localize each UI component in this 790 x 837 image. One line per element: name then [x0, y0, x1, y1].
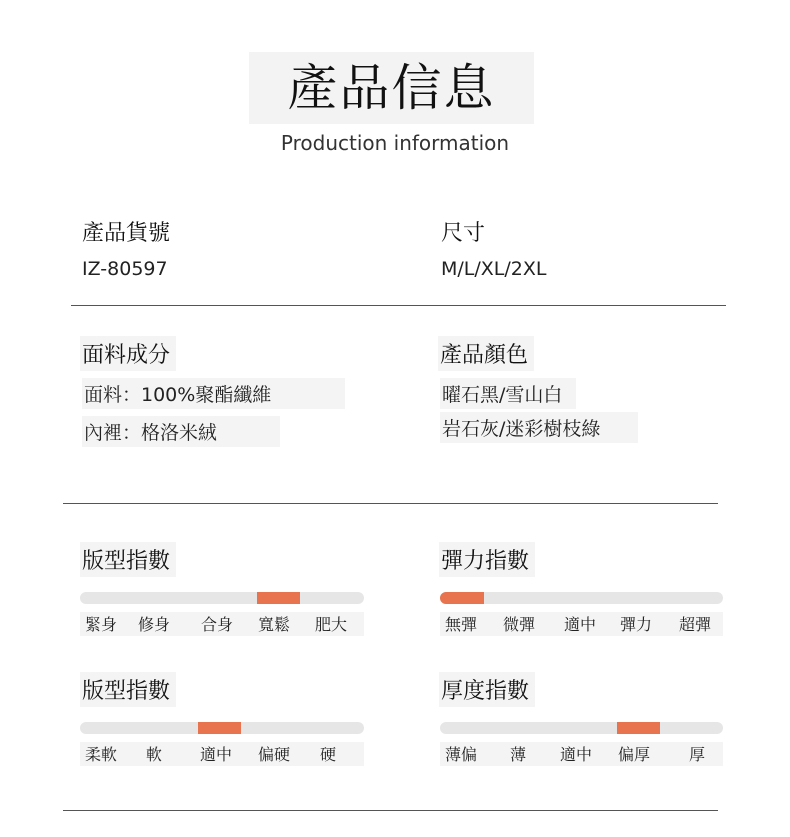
- scale-label: 適中: [200, 745, 233, 764]
- page-subtitle: Production information: [280, 131, 510, 155]
- scale-label: 微彈: [503, 615, 536, 634]
- softness-index-marker: [198, 722, 241, 734]
- scale-label: 柔軟: [85, 745, 118, 764]
- size-value: M/L/XL/2XL: [441, 258, 547, 280]
- scale-label: 軟: [146, 745, 163, 764]
- fabric-value-shell: 面料：100%聚酯纖維: [82, 378, 345, 409]
- stretch-index-label: 彈力指數: [439, 542, 535, 577]
- page-title: 產品信息: [287, 59, 496, 117]
- fit-index-scale: [80, 612, 364, 636]
- scale-label: 硬: [320, 745, 337, 764]
- fabric-label: 面料成分: [80, 336, 176, 371]
- divider: [63, 810, 718, 811]
- scale-label: 適中: [564, 615, 597, 634]
- scale-label: 彈力: [620, 615, 653, 634]
- thickness-index-marker: [617, 722, 660, 734]
- fit-index-track: [80, 592, 364, 604]
- scale-label: 寬鬆: [258, 615, 291, 634]
- scale-label: 無彈: [445, 615, 478, 634]
- fabric-value-lining: 內裡：格洛米絨: [82, 416, 280, 447]
- fit-index-marker: [257, 592, 300, 604]
- scale-label: 厚: [689, 745, 706, 764]
- stretch-index-track: [440, 592, 723, 604]
- divider: [71, 305, 726, 306]
- scale-label: 合身: [201, 615, 234, 634]
- scale-label: 肥大: [315, 615, 348, 634]
- item-no-label: 產品貨號: [82, 221, 171, 246]
- stretch-index-scale: [440, 612, 723, 636]
- divider: [63, 503, 718, 504]
- scale-label: 偏硬: [258, 745, 291, 764]
- thickness-index-track: [440, 722, 723, 734]
- scale-label: 偏厚: [618, 745, 651, 764]
- scale-label: 薄偏: [445, 745, 478, 764]
- color-value-1: 曜石黑/雪山白: [440, 378, 576, 409]
- softness-index-track: [80, 722, 364, 734]
- item-no-value: IZ-80597: [82, 258, 168, 280]
- softness-index-scale: [80, 742, 364, 766]
- thickness-index-label: 厚度指數: [439, 672, 535, 707]
- scale-label: 緊身: [85, 615, 118, 634]
- scale-label: 超彈: [679, 615, 712, 634]
- scale-label: 修身: [138, 615, 171, 634]
- fit-index-label: 版型指數: [80, 542, 176, 577]
- thickness-index-scale: [440, 742, 723, 766]
- color-label: 產品顏色: [438, 336, 534, 371]
- scale-label: 適中: [560, 745, 593, 764]
- stretch-index-marker: [440, 592, 484, 604]
- size-label: 尺寸: [441, 221, 486, 246]
- scale-label: 薄: [510, 745, 527, 764]
- color-value-2: 岩石灰/迷彩樹枝綠: [440, 412, 638, 443]
- softness-index-label: 版型指數: [80, 672, 176, 707]
